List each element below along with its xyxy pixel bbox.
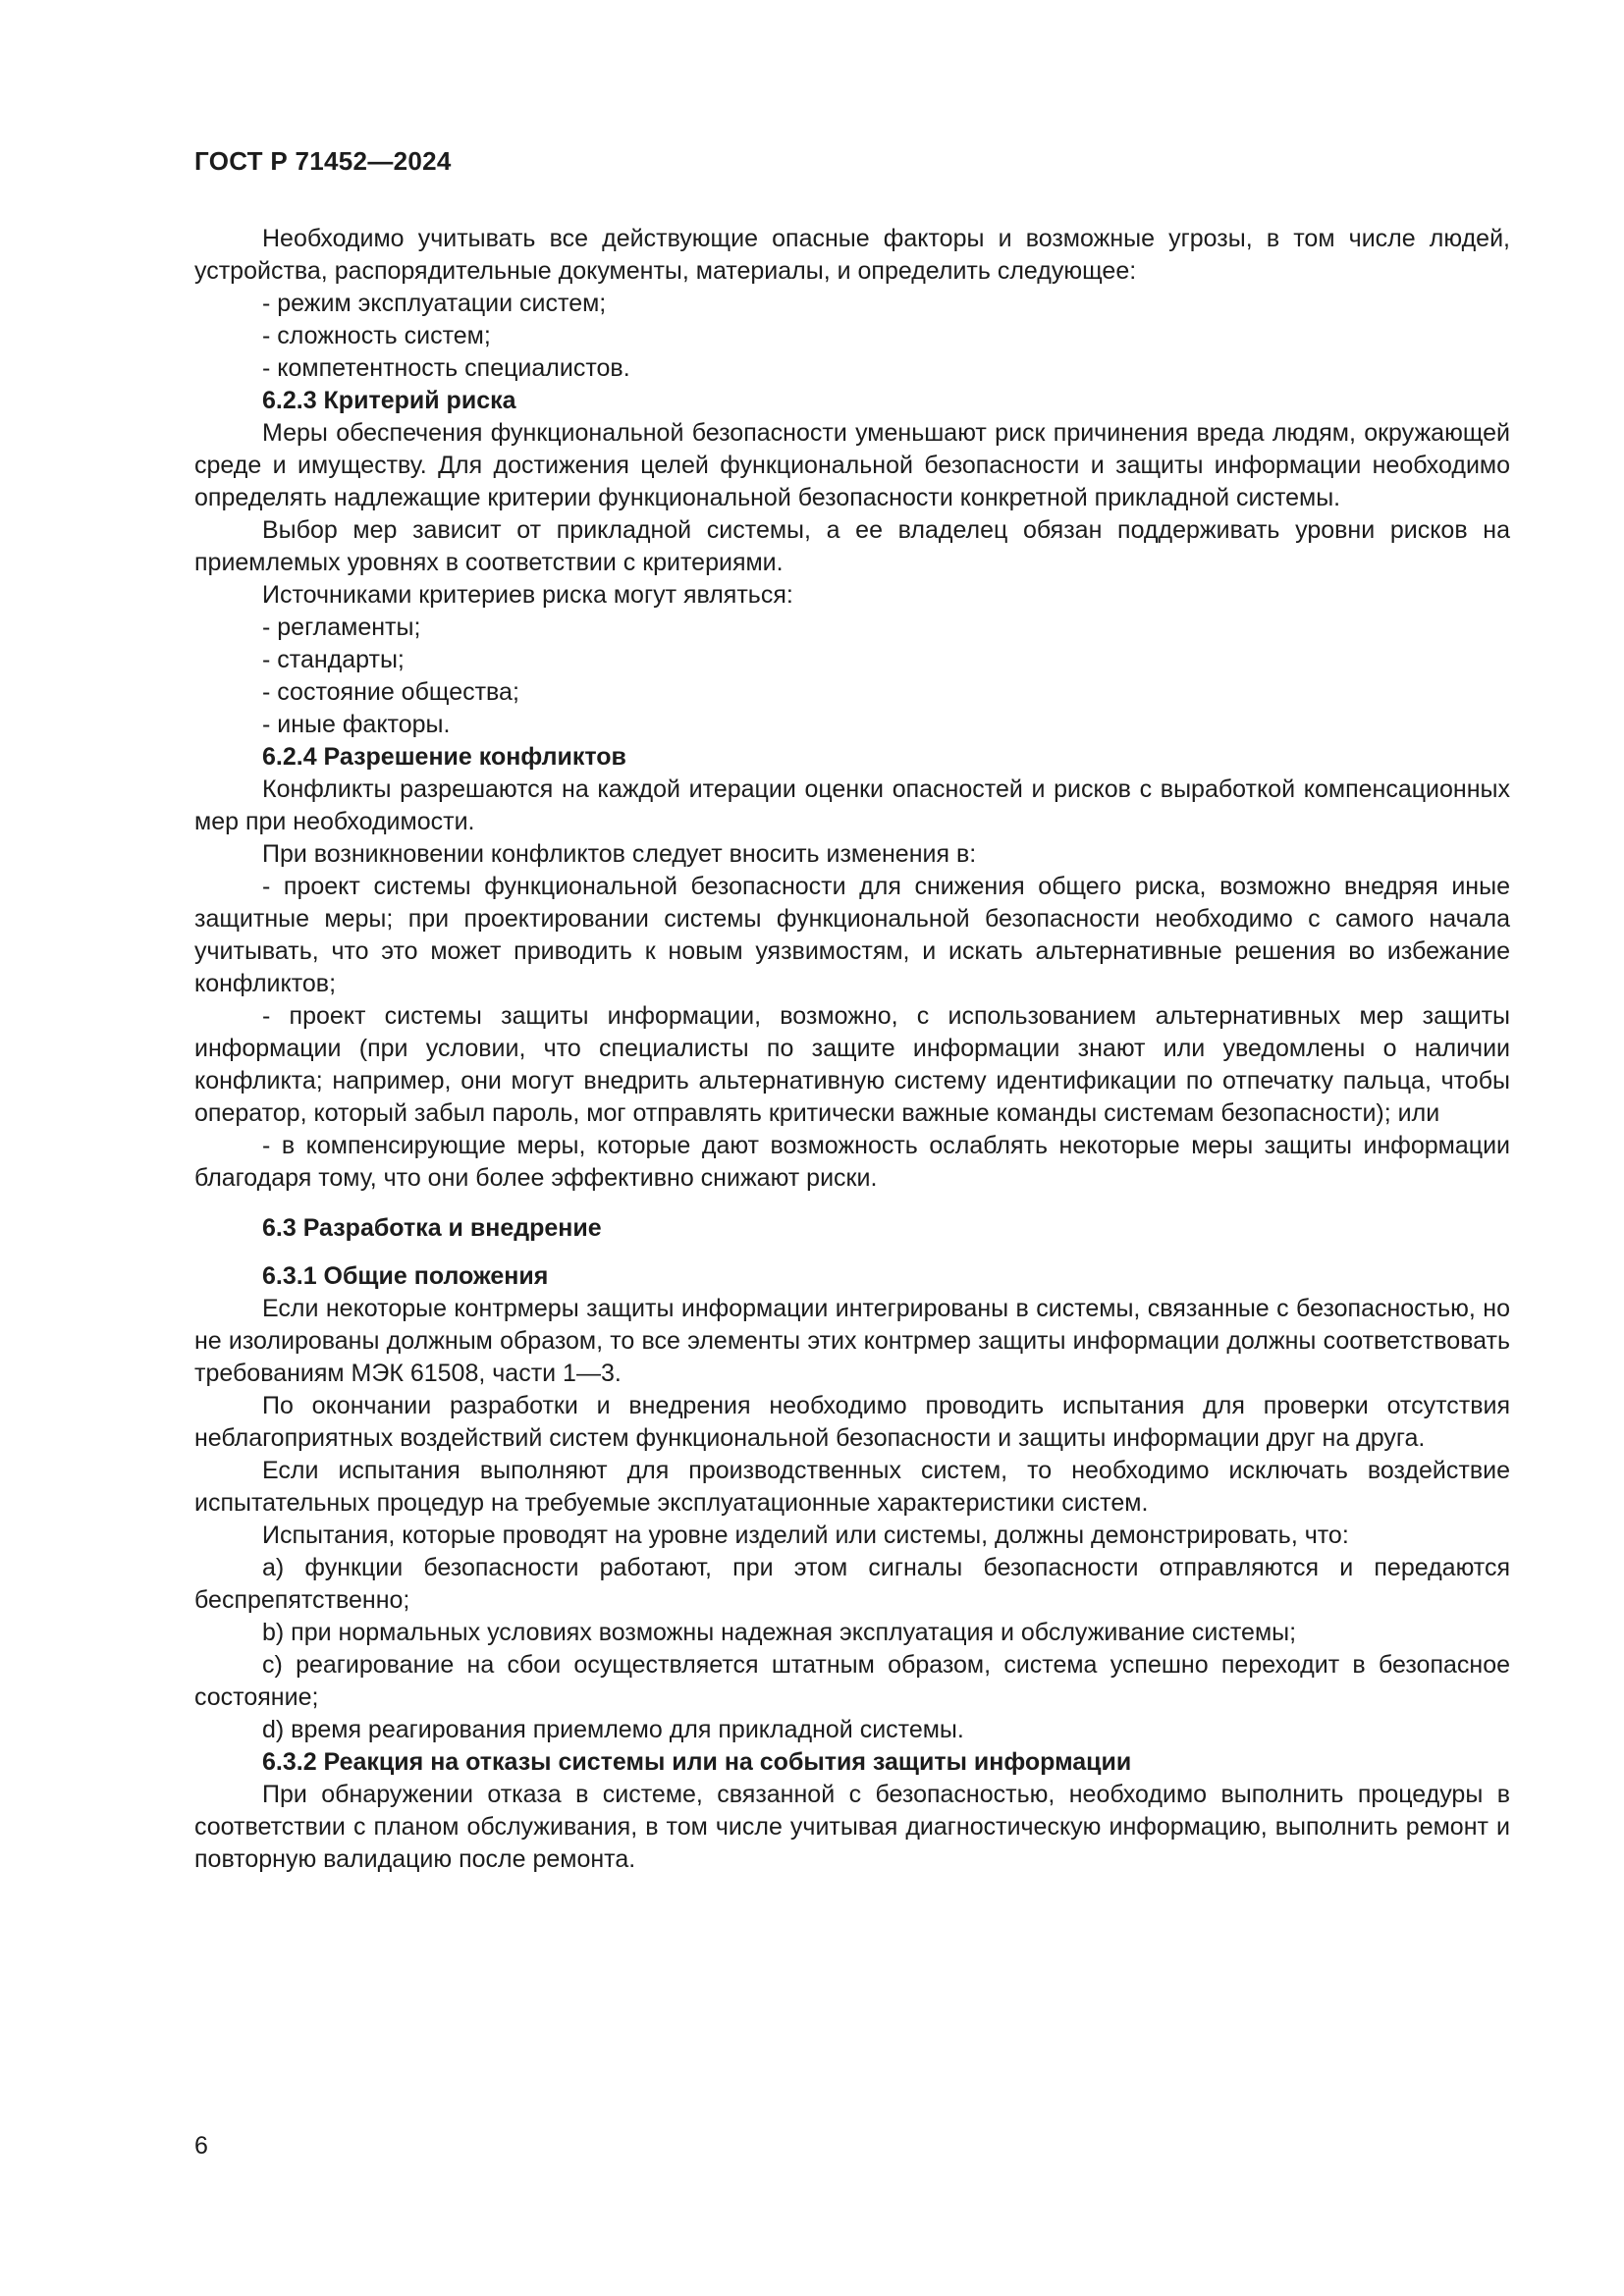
- document-page: [194, 145, 1510, 1876]
- section-heading-6-2-4: 6.2.4 Разрешение конфликтов: [262, 743, 626, 771]
- list-item-a: a) функции безопасности работают, при этом сигналы безопасности отправляются и передаются беспрепятственно;: [194, 1554, 1510, 1614]
- paragraph: Если испытания выполняют для производственных систем, то необходимо исключать воздействие испытательных процедур на требуемые эксплуатационные характеристики систем.: [194, 1457, 1510, 1517]
- list-item: - режим эксплуатации систем;: [262, 290, 607, 317]
- paragraph: По окончании разработки и внедрения необходимо проводить испытания для проверки отсутствия неблагоприятных воздействий систем функциональной безопасности и защиты информации друг на друга.: [194, 1392, 1510, 1452]
- list-item: - стандарты;: [262, 646, 405, 673]
- paragraph: Испытания, которые проводят на уровне изделий или системы, должны демонстрировать, что:: [262, 1522, 1349, 1549]
- paragraph: Выбор мер зависит от прикладной системы, а ее владелец обязан поддерживать уровни рисков на приемлемых уровнях в соответствии с критериями.: [194, 516, 1510, 576]
- page-number: 6: [194, 2132, 208, 2160]
- section-heading-6-3-2: 6.3.2 Реакция на отказы системы или на события защиты информации: [262, 1748, 1132, 1776]
- paragraph: - в компенсирующие меры, которые дают возможность ослаблять некоторые меры защиты информации благодаря тому, что они более эффективно снижают риски.: [194, 1132, 1510, 1192]
- list-item: - регламенты;: [262, 614, 421, 641]
- section-heading-6-3: 6.3 Разработка и внедрение: [262, 1214, 602, 1242]
- section-heading-6-3-1: 6.3.1 Общие положения: [262, 1262, 549, 1290]
- paragraph: Источниками критериев риска могут являться:: [262, 581, 793, 609]
- section-heading-6-2-3: 6.2.3 Критерий риска: [262, 387, 516, 414]
- paragraph: При возникновении конфликтов следует вносить изменения в:: [262, 840, 977, 868]
- list-item-d: d) время реагирования приемлемо для прикладной системы.: [262, 1716, 964, 1743]
- list-item: - состояние общества;: [262, 678, 519, 706]
- list-item: - сложность систем;: [262, 322, 491, 349]
- paragraph: При обнаружении отказа в системе, связанной с безопасностью, необходимо выполнить процедуры в соответствии с планом обслуживания, в том числе учитывая диагностическую информацию, выполнить ремонт и повторную валидацию после ремонта.: [194, 1781, 1510, 1873]
- list-item: - иные факторы.: [262, 711, 451, 738]
- paragraph: Меры обеспечения функциональной безопасности уменьшают риск причинения вреда людям, окружающей среде и имуществу. Для достижения целей функциональной безопасности и защиты информации необходимо определять надлежащие критерии функциональной безопасности конкретной прикладной системы.: [194, 419, 1510, 511]
- list-item-c: c) реагирование на сбои осуществляется штатным образом, система успешно переходит в безопасное состояние;: [194, 1651, 1510, 1711]
- paragraph: Необходимо учитывать все действующие опасные факторы и возможные угрозы, в том числе людей, устройства, распорядительные документы, материалы, и определить следующее:: [194, 225, 1510, 285]
- paragraph: - проект системы функциональной безопасности для снижения общего риска, возможно внедряя иные защитные меры; при проектировании системы функциональной безопасности необходимо с самого начала учитывать, что это может приводить к новым уязвимостям, и искать альтернативные решения во избежание конфликтов;: [194, 873, 1510, 997]
- paragraph: Конфликты разрешаются на каждой итерации оценки опасностей и рисков с выработкой компенсационных мер при необходимости.: [194, 775, 1510, 835]
- list-item: - компетентность специалистов.: [262, 354, 630, 382]
- document-id-header: ГОСТ Р 71452—2024: [194, 146, 452, 176]
- list-item-b: b) при нормальных условиях возможны надежная эксплуатация и обслуживание системы;: [262, 1619, 1297, 1646]
- paragraph: - проект системы защиты информации, возможно, с использованием альтернативных мер защиты информации (при условии, что специалисты по защите информации знают или уведомлены о наличии конфликта; например, они могут внедрить альтернативную систему идентификации по отпечатку пальца, чтобы оператор, который забыл пароль, мог отправлять критически важные команды системам безопасности); или: [194, 1002, 1510, 1127]
- paragraph: Если некоторые контрмеры защиты информации интегрированы в системы, связанные с безопасностью, но не изолированы должным образом, то все элементы этих контрмер защиты информации должны соответствовать требованиям МЭК 61508, части 1—3.: [194, 1295, 1510, 1387]
